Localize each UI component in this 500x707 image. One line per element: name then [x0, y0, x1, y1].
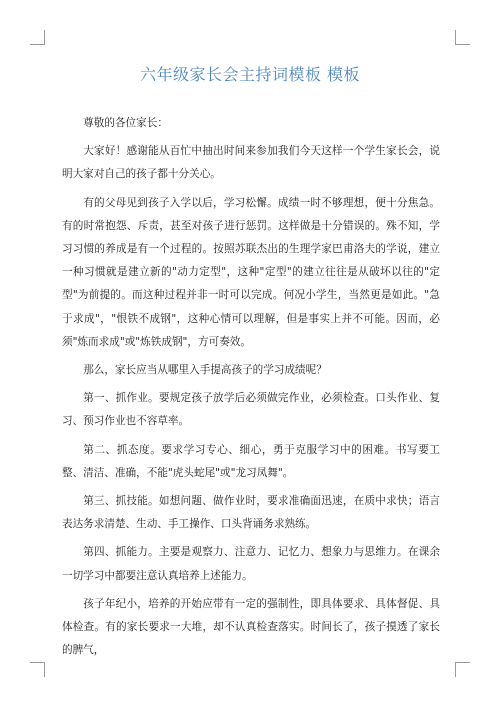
- crop-mark-top-right: [455, 30, 470, 45]
- salutation-paragraph: 尊敬的各位家长：: [83, 117, 168, 129]
- crop-mark-bottom-left: [30, 662, 45, 677]
- point-two-paragraph: 第二、抓态度。要求学习专心、细心，勇于克服学习中的困难。书写要工整、清洁、准确，不能"虎头蛇尾"或"龙习凤舞"。: [62, 443, 440, 479]
- point-three-paragraph: 第三、抓技能。如想问题、做作业时，要求准确面迅速，在质中求快；语言表达务求清楚、生动、手工操作、口头背诵务求熟练。: [62, 495, 440, 531]
- question-paragraph: 那么，家长应当从哪里入手提高孩子的学习成绩呢？: [83, 364, 327, 377]
- habit-formation-paragraph: 有的父母见到孩子入学以后，学习松懈。成绩一时不够理想，便十分焦急。有的时常抱怨、斥责，甚至对孩子进行惩罚。这样做是十分错误的。殊不知，学习习惯的养成是有一个过程的。按照苏联杰出的生理学家巴甫洛夫的学说，建立一种习惯就是建立新的"动力定型"，这种"定型"的建立往往是从破坏以往的"定型"为前提的。而这种过程并非一时可以完成。何况小学生，当然更是如此。"急于求成"，"恨铁不成钢"，这种心情可以理解，但是事实上并不可能。因而，必须"炼而求成"或"炼铁成钢"，方可奏效。: [62, 196, 440, 348]
- greeting-paragraph: 大家好！感谢能从百忙中抽出时间来参加我们今天这样一个学生家长会，说明大家对自己的孩子都十分关心。: [62, 145, 440, 181]
- point-one-paragraph: 第一、抓作业。要规定孩子放学后必须做完作业，必须检查。口头作业、复习、预习作业也不容草率。: [62, 392, 440, 428]
- point-four-paragraph: 第四、抓能力。主要是观察力、注意力、记忆力、想象力与思维力。在课余一切学习中都要注意认真培养上述能力。: [62, 546, 440, 582]
- crop-mark-top-left: [30, 30, 45, 45]
- document-body: [62, 112, 440, 662]
- document-title: 六年级家长会主持词模板 模板: [139, 65, 361, 84]
- crop-mark-bottom-right: [455, 662, 470, 677]
- closing-paragraph: 孩子年纪小，培养的开始应带有一定的强制性，即具体要求、具体督促、具体检查。有的家长要求一大堆，却不认真检查落实。时间长了，孩子摸透了家长的脾气，: [62, 597, 440, 657]
